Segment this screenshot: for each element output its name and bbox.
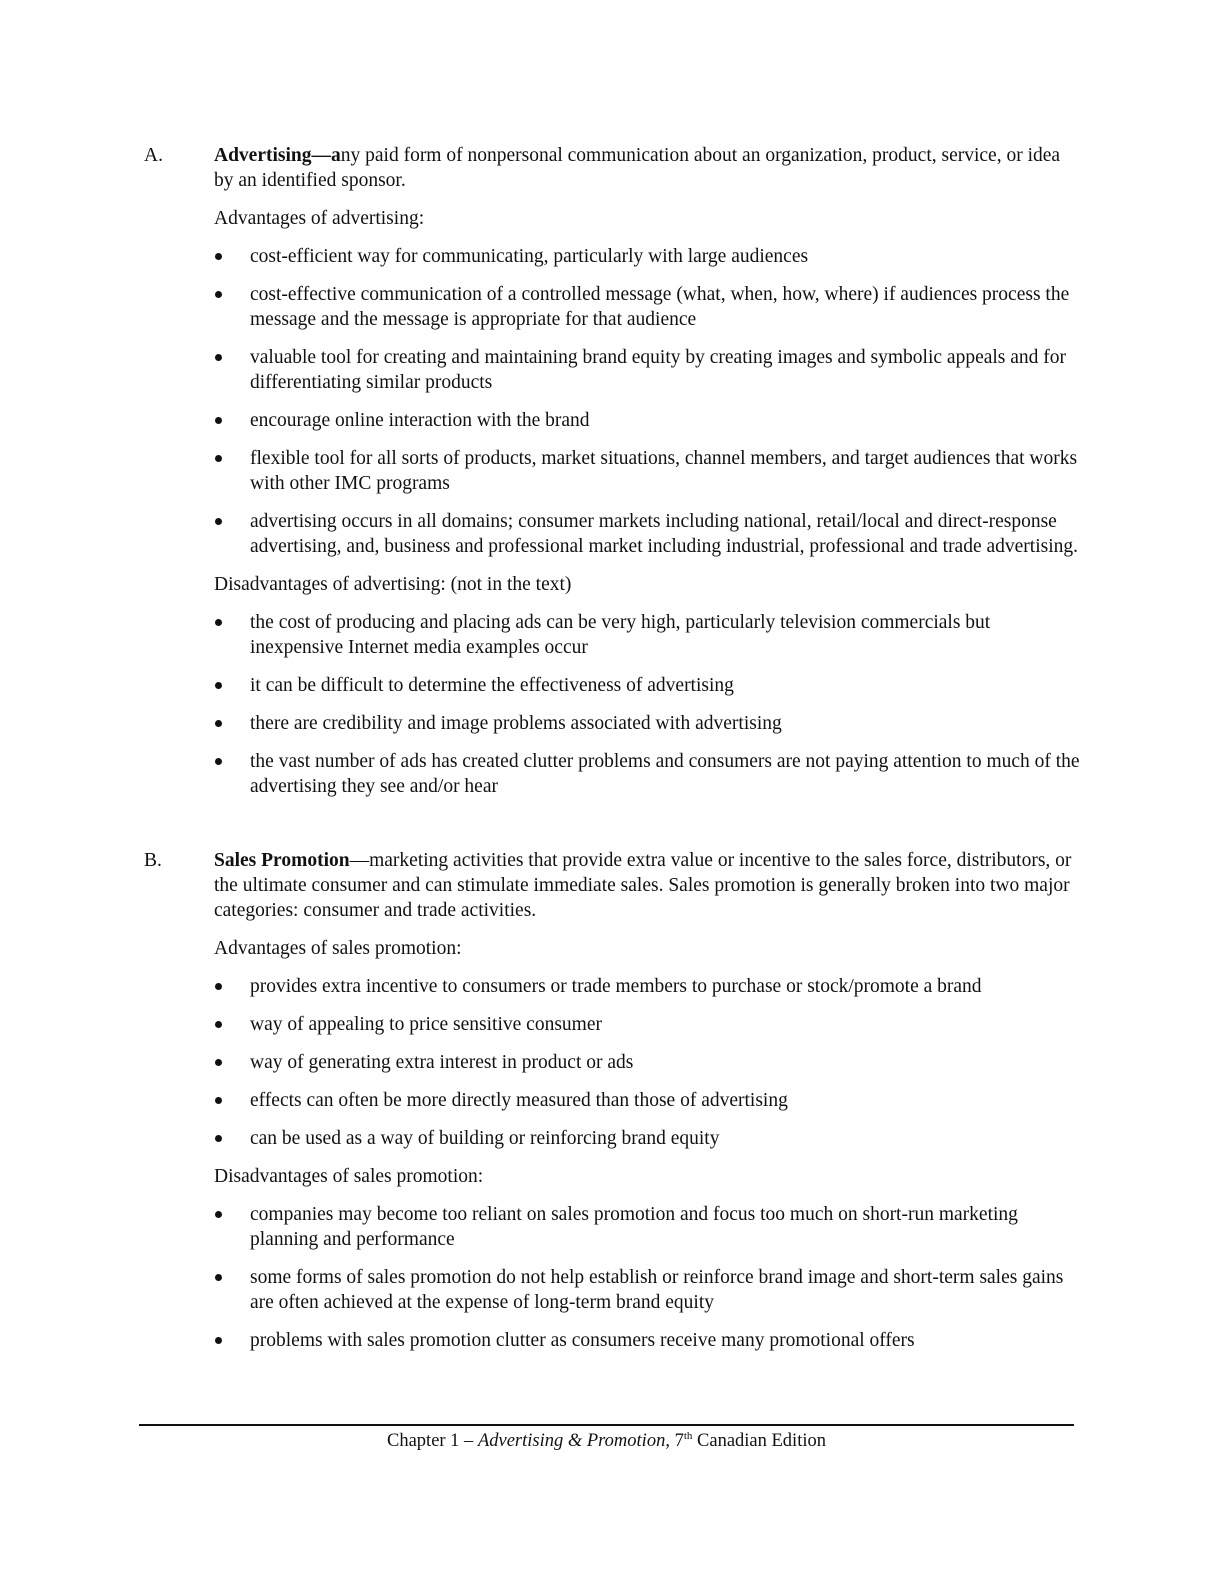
list-item-text: effects can often be more directly measured than those of advertising: [250, 1090, 788, 1111]
section-definition: [214, 143, 1084, 193]
bullet-icon: [214, 1265, 250, 1315]
bullet-icon: [214, 1012, 250, 1037]
list-item: [214, 1202, 1084, 1252]
section-term: Sales Promotion: [214, 850, 350, 871]
list-item: [214, 1088, 1084, 1113]
footer-rule: [139, 1424, 1074, 1426]
footer-edition-number: , 7: [665, 1431, 684, 1451]
list-item-text: cost-effective communication of a controlled message (what, when, how, where) if audiences process the message and the message is appropriate for that audience: [250, 284, 1070, 330]
advantages-heading: Advantages of advertising:: [214, 208, 425, 229]
disadvantages-list: [214, 610, 1084, 799]
bullet-icon: [214, 244, 250, 269]
section-letter: A.: [144, 145, 163, 166]
list-item-text: some forms of sales promotion do not help establish or reinforce brand image and short-term sales gains are often achieved at the expense of long-term brand equity: [250, 1267, 1064, 1313]
bullet-icon: [214, 408, 250, 433]
list-item: [214, 446, 1084, 496]
bullet-icon: [214, 1202, 250, 1252]
list-item-text: the vast number of ads has created clutter problems and consumers are not paying attention to much of the advertising they see and/or hear: [250, 751, 1080, 797]
bullet-icon: [214, 974, 250, 999]
section-letter: B.: [144, 850, 162, 871]
bullet-icon: [214, 345, 250, 395]
list-item: [214, 244, 1084, 269]
advantages-list: [214, 244, 1084, 559]
bullet-icon: [214, 610, 250, 660]
list-item: [214, 408, 1084, 433]
footer-edition-label: Canadian Edition: [692, 1431, 826, 1451]
list-item-text: cost-efficient way for communicating, particularly with large audiences: [250, 246, 809, 267]
bullet-icon: [214, 446, 250, 496]
list-item-text: way of appealing to price sensitive consumer: [250, 1014, 602, 1035]
list-item: [214, 711, 1084, 736]
bullet-icon: [214, 711, 250, 736]
section-heading: [144, 143, 1084, 193]
list-item-text: valuable tool for creating and maintaining brand equity by creating images and symbolic appeals and for differentiating similar products: [250, 347, 1067, 393]
section-advertising: [144, 143, 1084, 799]
list-item: [214, 1050, 1084, 1075]
list-item-text: it can be difficult to determine the effectiveness of advertising: [250, 675, 734, 696]
list-item-text: the cost of producing and placing ads can be very high, particularly television commercials but inexpensive Internet media examples occur: [250, 612, 991, 658]
list-item: [214, 509, 1084, 559]
list-item-text: flexible tool for all sorts of products, market situations, channel members, and target audiences that works with other IMC programs: [250, 448, 1078, 494]
list-item: [214, 1126, 1084, 1151]
section-term: Advertising—a: [214, 145, 341, 166]
section-sales-promotion: [144, 848, 1084, 1353]
list-item: [214, 749, 1084, 799]
definition-text: ny paid form of nonpersonal communication about an organization, product, service, or idea by an identified sponsor.: [214, 145, 1061, 191]
list-item-text: way of generating extra interest in product or ads: [250, 1052, 634, 1073]
advantages-heading: Advantages of sales promotion:: [214, 938, 462, 959]
list-item: [214, 282, 1084, 332]
list-item: [214, 345, 1084, 395]
list-item-text: can be used as a way of building or reinforcing brand equity: [250, 1128, 720, 1149]
footer-book-title: Advertising & Promotion: [477, 1431, 666, 1451]
list-item: [214, 1012, 1084, 1037]
list-item: [214, 610, 1084, 660]
list-item: [214, 974, 1084, 999]
list-item: [214, 1265, 1084, 1315]
disadvantages-heading: Disadvantages of sales promotion:: [214, 1166, 484, 1187]
list-item-text: advertising occurs in all domains; consumer markets including national, retail/local and direct-response advertising, and, business and professional market including industrial, professional and trade advertising.: [250, 511, 1079, 557]
disadvantages-list: [214, 1202, 1084, 1353]
list-item-text: encourage online interaction with the brand: [250, 410, 590, 431]
footer-prefix: Chapter 1 –: [387, 1431, 478, 1451]
bullet-icon: [214, 1050, 250, 1075]
bullet-icon: [214, 282, 250, 332]
section-heading: [144, 848, 1084, 923]
list-item-text: companies may become too reliant on sales promotion and focus too much on short-run marketing planning and performance: [250, 1204, 1018, 1250]
bullet-icon: [214, 509, 250, 559]
bullet-icon: [214, 1126, 250, 1151]
list-item: [214, 1328, 1084, 1353]
disadvantages-heading: Disadvantages of advertising: (not in the text): [214, 574, 572, 595]
bullet-icon: [214, 1328, 250, 1353]
section-definition: [214, 848, 1084, 923]
list-item: [214, 673, 1084, 698]
bullet-icon: [214, 673, 250, 698]
footer-superscript: th: [683, 1430, 693, 1442]
list-item-text: there are credibility and image problems associated with advertising: [250, 713, 782, 734]
definition-text: —marketing activities that provide extra value or incentive to the sales force, distributors, or the ultimate consumer and can stimulate immediate sales. Sales promotion is generally broken into two major categories: consumer and trade activities.: [214, 850, 1072, 921]
bullet-icon: [214, 1088, 250, 1113]
page-footer: [139, 1429, 1074, 1453]
list-item-text: problems with sales promotion clutter as consumers receive many promotional offers: [250, 1330, 915, 1351]
list-item-text: provides extra incentive to consumers or trade members to purchase or stock/promote a brand: [250, 976, 982, 997]
advantages-list: [214, 974, 1084, 1151]
bullet-icon: [214, 749, 250, 799]
